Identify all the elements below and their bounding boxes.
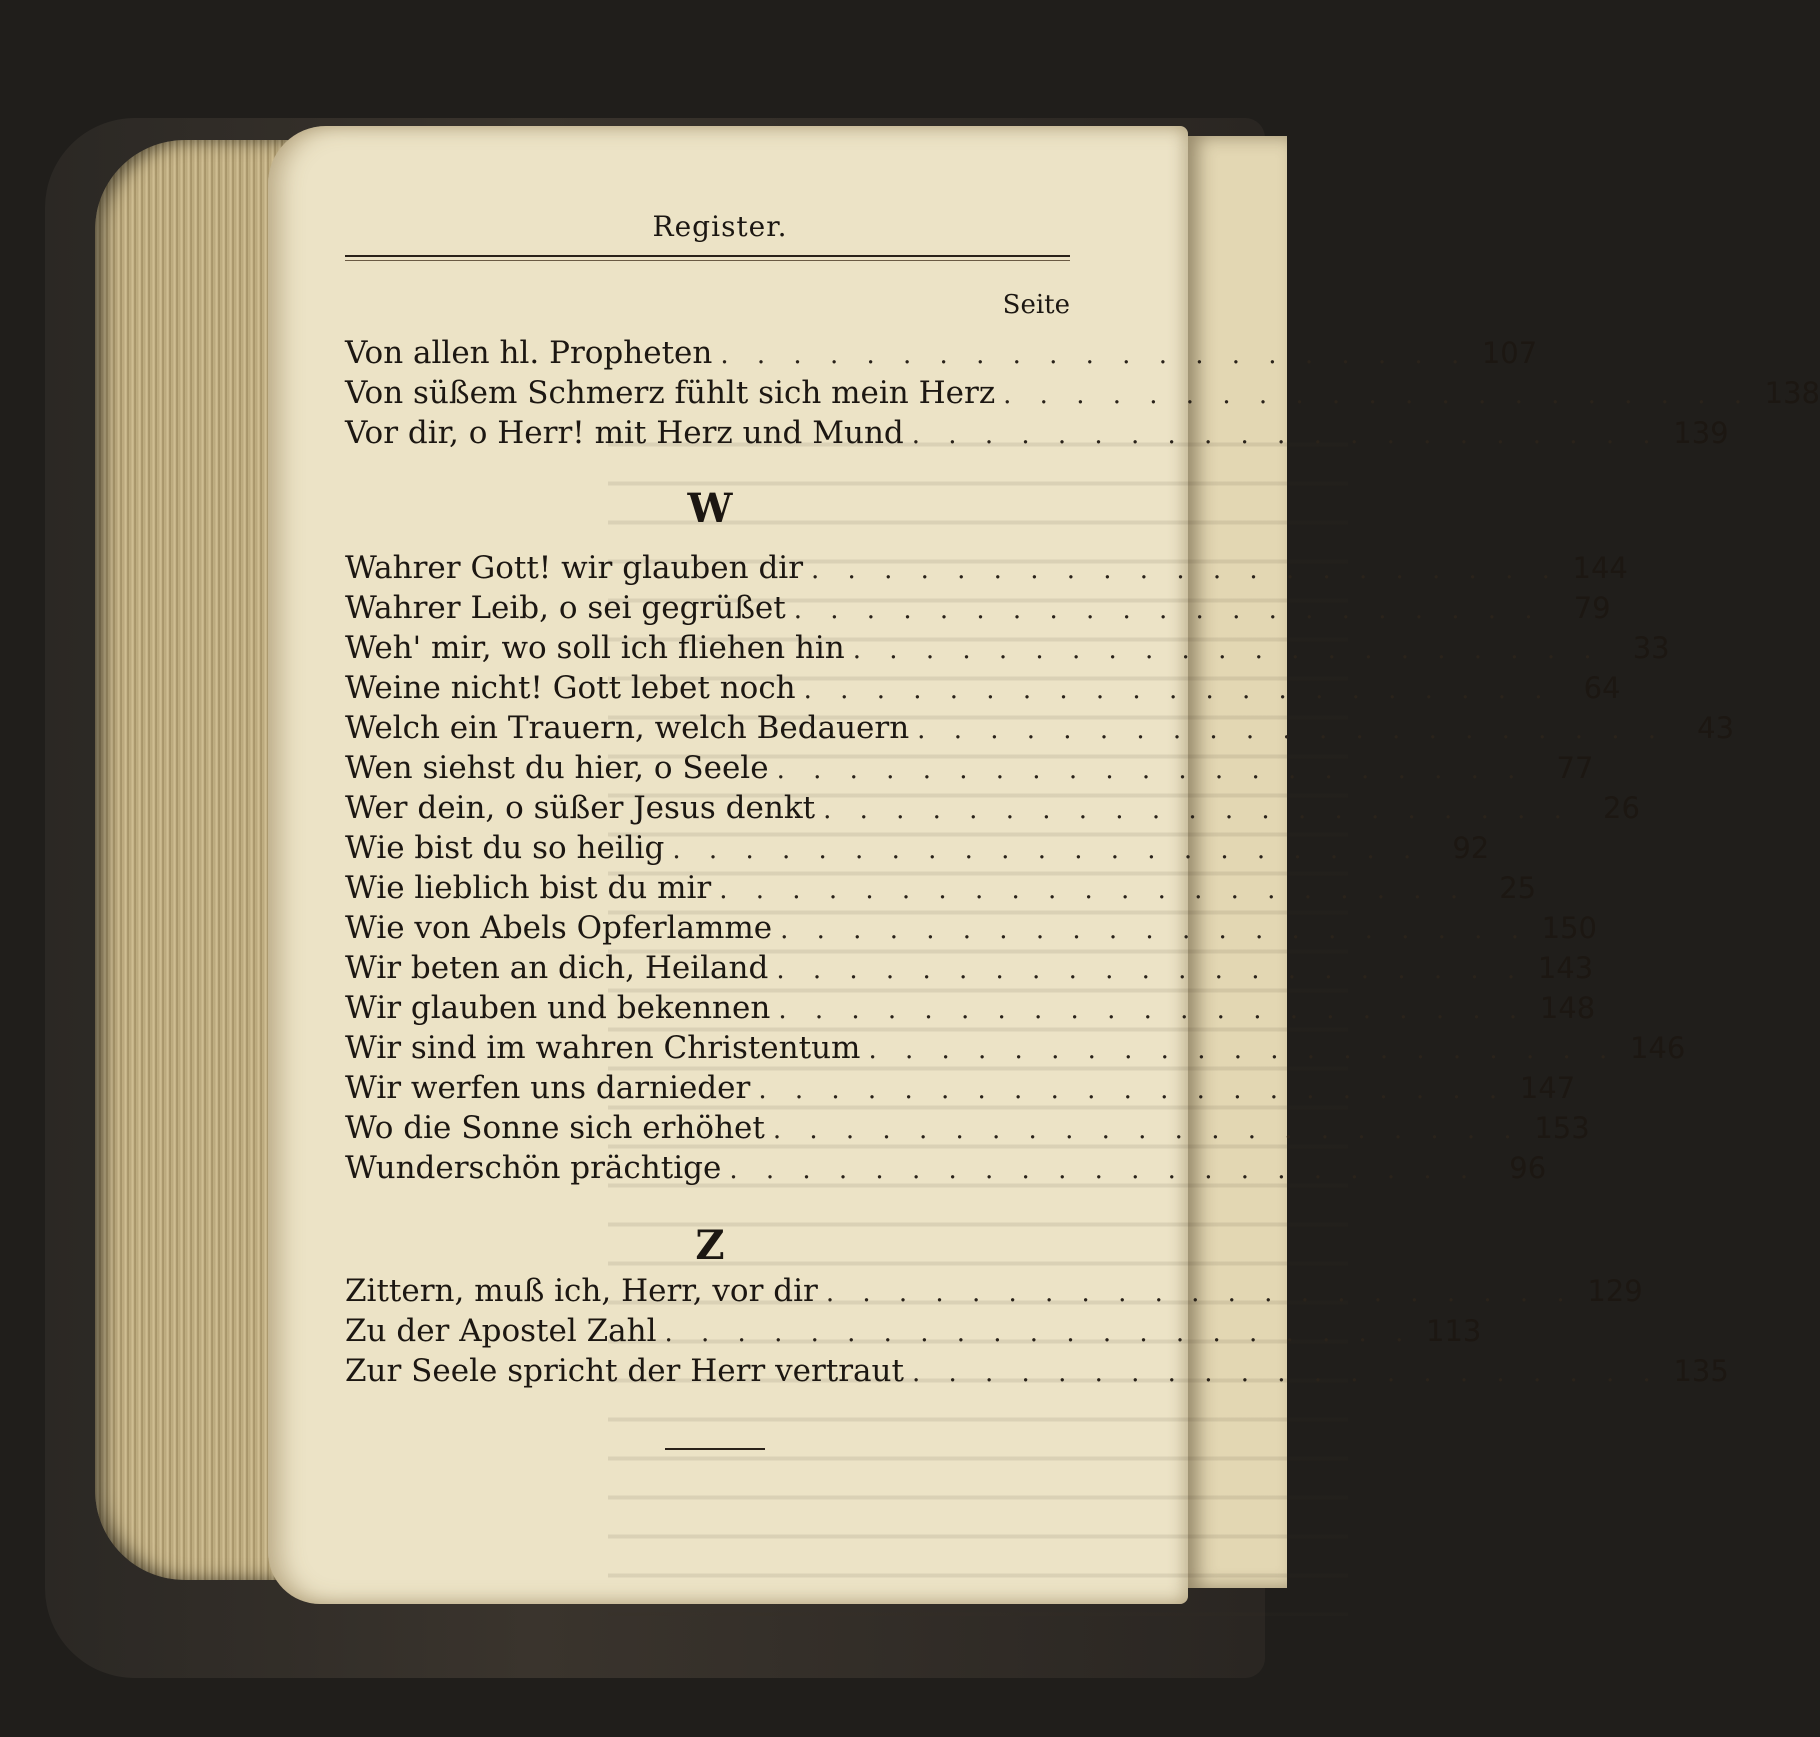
dot-leader: . . . . . . . . . . . . . . . . . . . . . [803, 675, 1553, 705]
entry-title: Wer dein, o süßer Jesus denkt [345, 790, 816, 826]
entry-title: Wahrer Leib, o sei gegrüßet [345, 590, 786, 626]
entry-page: 33 [1632, 631, 1670, 665]
index-entry [345, 1273, 1643, 1313]
entry-title: Wir glauben und bekennen [345, 990, 771, 1026]
entry-page: 113 [1426, 1314, 1482, 1348]
dot-leader: . . . . . . . . . . . . . . . . . . . . . [758, 1075, 1508, 1105]
entry-title: Wir werfen uns darnieder [345, 1070, 751, 1106]
entry-title: Weh' mir, wo soll ich fliehen hin [345, 630, 845, 666]
index-entry [345, 415, 1729, 455]
index-entry [345, 375, 1820, 415]
entry-page: 92 [1452, 831, 1490, 865]
dot-leader: . . . . . . . . . . . . . . . . . . . . . [672, 835, 1422, 865]
dot-leader: . . . . . . . . . . . . . . . . . . . . . [776, 955, 1526, 985]
index-entry [345, 870, 1537, 910]
entry-title: Von süßem Schmerz fühlt sich mein Herz [345, 375, 996, 411]
dot-leader: . . . . . . . . . . . . . . . . . . . . . [776, 755, 1526, 785]
entry-page: 144 [1572, 551, 1628, 585]
index-entry [345, 790, 1640, 830]
index-entry [345, 1313, 1482, 1353]
dot-leader: . . . . . . . . . . . . . . . . . . . . . [823, 795, 1572, 825]
entry-title: Wie bist du so heilig [345, 830, 665, 866]
entry-page: 79 [1573, 591, 1611, 625]
index-entry [345, 990, 1596, 1030]
entry-page: 153 [1534, 1111, 1590, 1145]
index-entry [345, 590, 1611, 630]
entry-title: Wie von Abels Opferlamme [345, 910, 773, 946]
entry-page: 138 [1764, 376, 1820, 410]
dot-leader: . . . . . . . . . . . . . . . . . . . . . [778, 995, 1528, 1025]
entry-title: Zur Seele spricht der Herr vertraut [345, 1353, 904, 1389]
entry-title: Weine nicht! Gott lebet noch [345, 670, 796, 706]
index-entry [345, 710, 1735, 750]
index-entry [345, 1110, 1590, 1150]
dot-leader: . . . . . . . . . . . . . . . . . . . . . [911, 420, 1661, 450]
index-entry [345, 950, 1594, 990]
section-letter-z: Z [695, 1222, 725, 1269]
index-entry [345, 1070, 1576, 1110]
end-rule [665, 1448, 765, 1450]
entry-title: Wunderschön prächtige [345, 1150, 722, 1186]
index-entry [345, 670, 1621, 710]
entry-title: Zittern, muß ich, Herr, vor dir [345, 1273, 818, 1309]
entry-page: 64 [1583, 671, 1621, 705]
dot-leader: . . . . . . . . . . . . . . . . . . . . . [720, 340, 1470, 370]
dot-leader: . . . . . . . . . . . . . . . . . . . . . [729, 1155, 1479, 1185]
index-entry [345, 830, 1490, 870]
index-entry [345, 1353, 1729, 1393]
entry-page: 135 [1673, 1354, 1729, 1388]
entry-page: 143 [1537, 951, 1594, 985]
dot-leader: . . . . . . . . . . . . . . . . . . . . . [780, 915, 1529, 945]
dot-leader: . . . . . . . . . . . . . . . . . . . . . [772, 1115, 1522, 1145]
section-letter-w: W [687, 485, 733, 532]
index-entry [345, 1150, 1547, 1190]
column-label-seite: Seite [1002, 290, 1070, 320]
header-rule-thin [345, 260, 1070, 261]
entry-page: 148 [1539, 991, 1596, 1025]
entry-page: 139 [1673, 416, 1729, 450]
index-entry [345, 750, 1594, 790]
index-entry [345, 1030, 1686, 1070]
dot-leader: . . . . . . . . . . . . . . . . . . . . . [811, 555, 1560, 585]
entry-title: Von allen hl. Propheten [345, 335, 713, 371]
dot-leader: . . . . . . . . . . . . . . . . . . . . . [911, 1358, 1661, 1388]
entry-title: Zu der Apostel Zahl [345, 1313, 657, 1349]
entry-page: 107 [1481, 336, 1538, 370]
entry-title: Vor dir, o Herr! mit Herz und Mund [345, 415, 904, 451]
dot-leader: . . . . . . . . . . . . . . . . . . . . . [793, 595, 1543, 625]
dot-leader: . . . . . . . . . . . . . . . . . . . . . [917, 715, 1667, 745]
entry-page: 147 [1519, 1071, 1576, 1105]
entry-page: 129 [1587, 1274, 1643, 1308]
entry-page: 96 [1509, 1151, 1547, 1185]
dot-leader: . . . . . . . . . . . . . . . . . . . . . [852, 635, 1602, 665]
dot-leader: . . . . . . . . . . . . . . . . . . . . . [825, 1278, 1575, 1308]
dot-leader: . . . . . . . . . . . . . . . . . . . . . [1003, 380, 1753, 410]
entry-page: 43 [1697, 711, 1735, 745]
index-entry [345, 550, 1628, 590]
entry-page: 26 [1603, 791, 1640, 825]
dot-leader: . . . . . . . . . . . . . . . . . . . . . [664, 1318, 1414, 1348]
index-entry [345, 335, 1538, 375]
entry-title: Wen siehst du hier, o Seele [345, 750, 769, 786]
dot-leader: . . . . . . . . . . . . . . . . . . . . . [868, 1035, 1618, 1065]
entry-title: Wir beten an dich, Heiland [345, 950, 769, 986]
entry-title: Wir sind im wahren Christentum [345, 1030, 861, 1066]
entry-title: Welch ein Trauern, welch Bedauern [345, 710, 910, 746]
entry-page: 150 [1541, 911, 1597, 945]
dot-leader: . . . . . . . . . . . . . . . . . . . . . [719, 875, 1469, 905]
entry-page: 25 [1499, 871, 1537, 905]
entry-title: Wo die Sonne sich erhöhet [345, 1110, 765, 1146]
entry-title: Wahrer Gott! wir glauben dir [345, 550, 804, 586]
index-entry [345, 630, 1670, 670]
entry-page: 77 [1556, 751, 1594, 785]
header-rule [345, 255, 1070, 257]
entry-title: Wie lieblich bist du mir [345, 870, 712, 906]
entry-page: 146 [1629, 1031, 1686, 1065]
index-entry [345, 910, 1597, 950]
page-title: Register. [652, 210, 788, 243]
